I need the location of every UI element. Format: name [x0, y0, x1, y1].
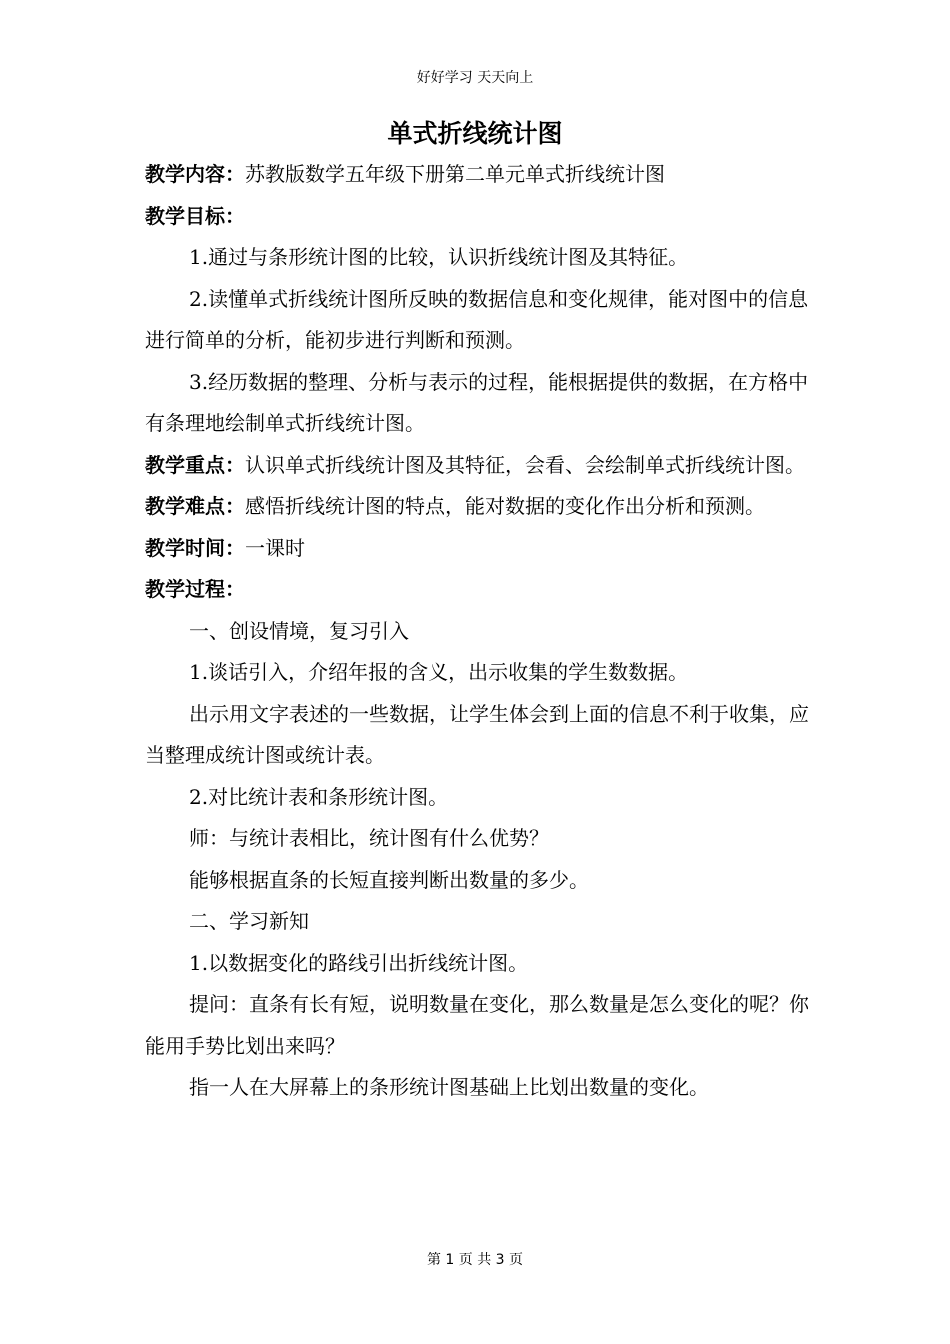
key-points-label: 教学重点：: [145, 452, 245, 477]
difficulty-value: 感悟折线统计图的特点，能对数据的变化作出分析和预测。: [245, 494, 765, 518]
process-paragraph: 2.对比统计表和条形统计图。: [189, 784, 449, 809]
teaching-content-label: 教学内容：: [145, 162, 245, 186]
difficulty-label: 教学难点：: [145, 494, 245, 518]
teaching-content-line: [145, 154, 810, 196]
goal-item: 1.通过与条形统计图的比较，认识折线统计图及其特征。: [189, 245, 689, 269]
time-label: 教学时间：: [145, 535, 245, 560]
process-paragraph: 师：与统计表相比，统计图有什么优势？: [189, 826, 549, 850]
process-section-heading: 二、学习新知: [189, 909, 309, 933]
teaching-goals-line: [145, 196, 810, 238]
page-footer: 第 1 页 共 3 页: [426, 1252, 524, 1268]
document-title: 单式折线统计图: [387, 119, 563, 148]
key-points-value: 认识单式折线统计图及其特征，会看、会绘制单式折线统计图。: [245, 452, 805, 477]
process-paragraph: 指一人在大屏幕上的条形统计图基础上比划出数量的变化。: [189, 1075, 709, 1099]
difficulty-line: [145, 486, 810, 528]
time-line: [145, 528, 810, 570]
process-paragraph: 提问：直条有长有短，说明数量在变化，那么数量是怎么变化的呢？你能用手势比划出来吗？: [145, 992, 809, 1058]
process-paragraph: 1.以数据变化的路线引出折线统计图。: [189, 950, 529, 975]
process-paragraph: 能够根据直条的长短直接判断出数量的多少。: [189, 867, 589, 892]
time-value: 一课时: [245, 535, 305, 560]
teaching-goals-label: 教学目标：: [145, 203, 245, 228]
page-header: 好好学习 天天向上: [416, 70, 534, 86]
process-paragraph: 1.谈话引入，介绍年报的含义，出示收集的学生数数据。: [189, 660, 689, 684]
document-body: [145, 154, 810, 1109]
process-label: 教学过程：: [145, 577, 245, 601]
goal-item: 3.经历数据的整理、分析与表示的过程，能根据提供的数据，在方格中有条理地绘制单式折线统计图。: [145, 369, 809, 435]
goal-item: 2.读懂单式折线统计图所反映的数据信息和变化规律，能对图中的信息进行简单的分析，能初步进行判断和预测。: [145, 286, 809, 352]
process-line: [145, 569, 810, 611]
process-section-heading: 一、创设情境，复习引入: [189, 618, 409, 643]
process-paragraph: 出示用文字表述的一些数据，让学生体会到上面的信息不利于收集，应当整理成统计图或统计表。: [145, 701, 809, 767]
teaching-content-value: 苏教版数学五年级下册第二单元单式折线统计图: [245, 162, 665, 186]
key-points-line: [145, 445, 810, 487]
